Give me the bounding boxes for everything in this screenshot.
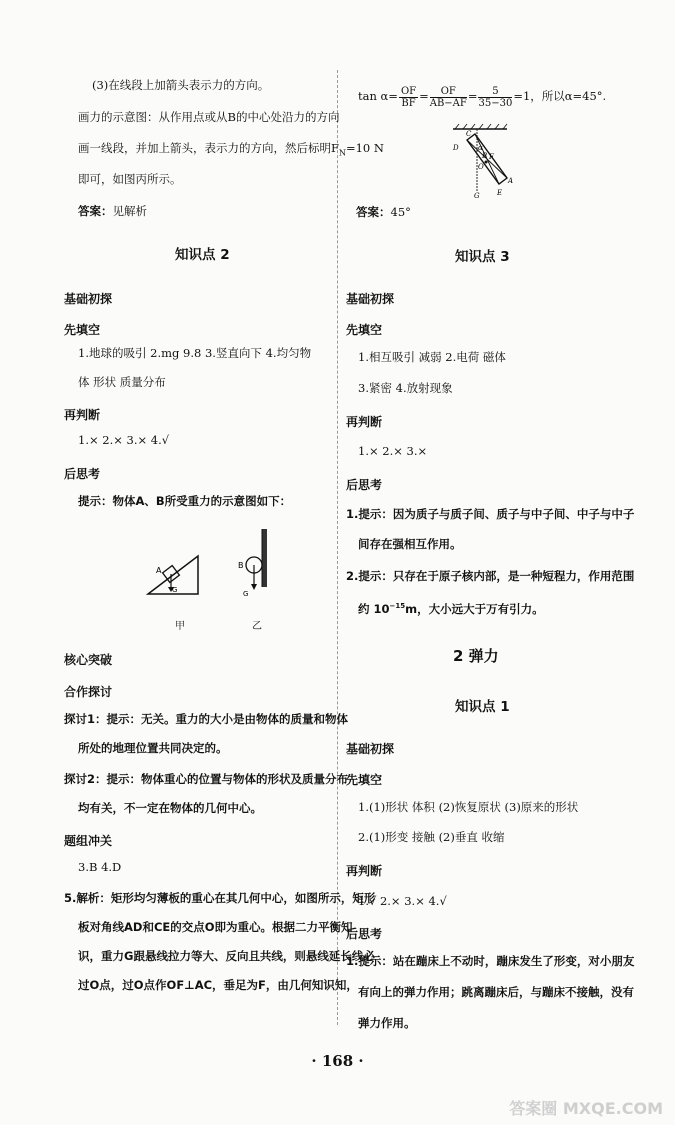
point-label: O xyxy=(478,163,484,171)
text-line: 1.× 2.× 3.× 4.√ xyxy=(78,433,170,447)
text-line: 画一线段，并加上箭头，表示力的方向，然后标明$F_N=10$ N xyxy=(78,141,384,158)
text-line: 5.解析：矩形均匀薄板的重心在其几何中心，如图所示，矩形 xyxy=(64,891,376,905)
point-label: A xyxy=(508,177,514,185)
text-line: 1.提示：因为质子与质子间、质子与中子间、中子与中子 xyxy=(346,507,635,521)
label-a: A xyxy=(156,566,162,575)
text-line: 识，重力G跟悬线拉力等大、反向且共线，则悬线延长线必 xyxy=(78,949,375,963)
label-g: G xyxy=(172,586,178,594)
point-label: E xyxy=(497,189,503,197)
text-line: 1.提示：站在蹦床上不动时，蹦床发生了形变，对小朋友 xyxy=(346,954,635,968)
text-line: 1.相互吸引 减弱 2.电荷 磁体 xyxy=(358,350,506,364)
point-label: α xyxy=(478,144,483,152)
subsection-heading: 核心突破 xyxy=(64,653,113,667)
text-line: 均有关，不一定在物体的几何中心。 xyxy=(78,801,262,815)
text-line: 1.(1)形状 体积 (2)恢复原状 (3)原来的形状 xyxy=(358,800,579,814)
hint-line: 提示：物体A、B所受重力的示意图如下： xyxy=(78,494,292,508)
subsection-heading: 再判断 xyxy=(346,864,383,878)
subsection-heading: 先填空 xyxy=(346,323,383,337)
answer: 答案：45° xyxy=(356,205,411,219)
subsection-heading: 后思考 xyxy=(64,467,101,481)
subsection-heading: 后思考 xyxy=(346,927,383,941)
subsection-heading: 题组冲关 xyxy=(64,834,113,848)
point-label: D xyxy=(453,144,459,152)
point-label: C xyxy=(466,130,472,138)
section-title: 知识点 2 xyxy=(175,247,230,263)
text-line: 体 形状 质量分布 xyxy=(78,375,166,389)
text-line: 间存在强相互作用。 xyxy=(358,537,462,551)
text-line: 1.√ 2.× 3.× 4.√ xyxy=(358,894,447,908)
label-g: G xyxy=(243,590,249,598)
subsection-heading: 再判断 xyxy=(346,415,383,429)
watermark: 答案圈 MXQE.COM xyxy=(509,1099,663,1118)
subsection-heading: 再判断 xyxy=(64,408,101,422)
point-label: G xyxy=(474,192,480,200)
ball-wall-figure xyxy=(234,527,274,602)
chapter-title: 2 弹力 xyxy=(453,647,499,665)
text-line: 3.B 4.D xyxy=(78,860,122,874)
subsection-heading: 先填空 xyxy=(346,773,383,787)
label-b: B xyxy=(238,561,244,570)
incline-figure xyxy=(140,548,202,600)
subsection-heading: 后思考 xyxy=(346,478,383,492)
text-line: 有向上的弹力作用；跳离蹦床后，与蹦床不接触，没有 xyxy=(358,985,634,999)
tan-formula: tan α= $\frac{OF}{BF}$ = $\frac{OF}{AB-AF}$ = $\frac{5}{35-30}$ =1，所以α=45°. xyxy=(358,85,607,109)
page-number: · 168 · xyxy=(311,1052,364,1070)
text-line: 2.提示：只存在于原子核内部，是一种短程力，作用范围 xyxy=(346,569,635,583)
text-line: 板对角线AD和CE的交点O即为重心。根据二力平衡知 xyxy=(78,920,353,934)
hanging-plate-figure xyxy=(445,122,520,202)
figure-caption: 乙 xyxy=(252,621,262,632)
subsection-heading: 先填空 xyxy=(64,323,101,337)
text-line: 画力的示意图：从作用点或从B的中心处沿力的方向 xyxy=(78,110,340,124)
text-line: 即可，如图丙所示。 xyxy=(78,172,182,186)
column-divider xyxy=(337,70,338,1025)
text-line: 探讨1：提示：无关。重力的大小是由物体的质量和物体 xyxy=(64,712,348,726)
subsection-heading: 基础初探 xyxy=(346,292,395,306)
figure-caption: 甲 xyxy=(175,621,185,632)
section-title: 知识点 3 xyxy=(455,249,510,265)
subsection-heading: 基础初探 xyxy=(346,742,395,756)
point-label: F xyxy=(489,153,494,161)
text-line: 过O点，过O点作OF⊥AC，垂足为F，由几何知识知， xyxy=(78,978,358,992)
text-line: 2.(1)形变 接触 (2)垂直 收缩 xyxy=(358,830,505,844)
subsection-heading: 基础初探 xyxy=(64,292,113,306)
point-label: B xyxy=(482,152,488,160)
text-line: 3.紧密 4.放射现象 xyxy=(358,381,453,395)
text-line: 所处的地理位置共同决定的。 xyxy=(78,741,228,755)
text-line: 1.× 2.× 3.× xyxy=(358,444,428,458)
text-line: 弹力作用。 xyxy=(358,1016,416,1030)
text-line: 1.地球的吸引 2.mg 9.8 3.竖直向下 4.均匀物 xyxy=(78,346,312,360)
text-line: (3)在线段上加箭头表示力的方向。 xyxy=(92,78,270,92)
text-line: 探讨2：提示：物体重心的位置与物体的形状及质量分布 xyxy=(64,772,348,786)
answer: 答案：见解析 xyxy=(78,204,147,218)
section-title: 知识点 1 xyxy=(455,699,510,715)
subsection-heading: 合作探讨 xyxy=(64,685,113,699)
text-line: 约 $10^{-15}m$，大小远大于万有引力。 xyxy=(358,601,544,616)
